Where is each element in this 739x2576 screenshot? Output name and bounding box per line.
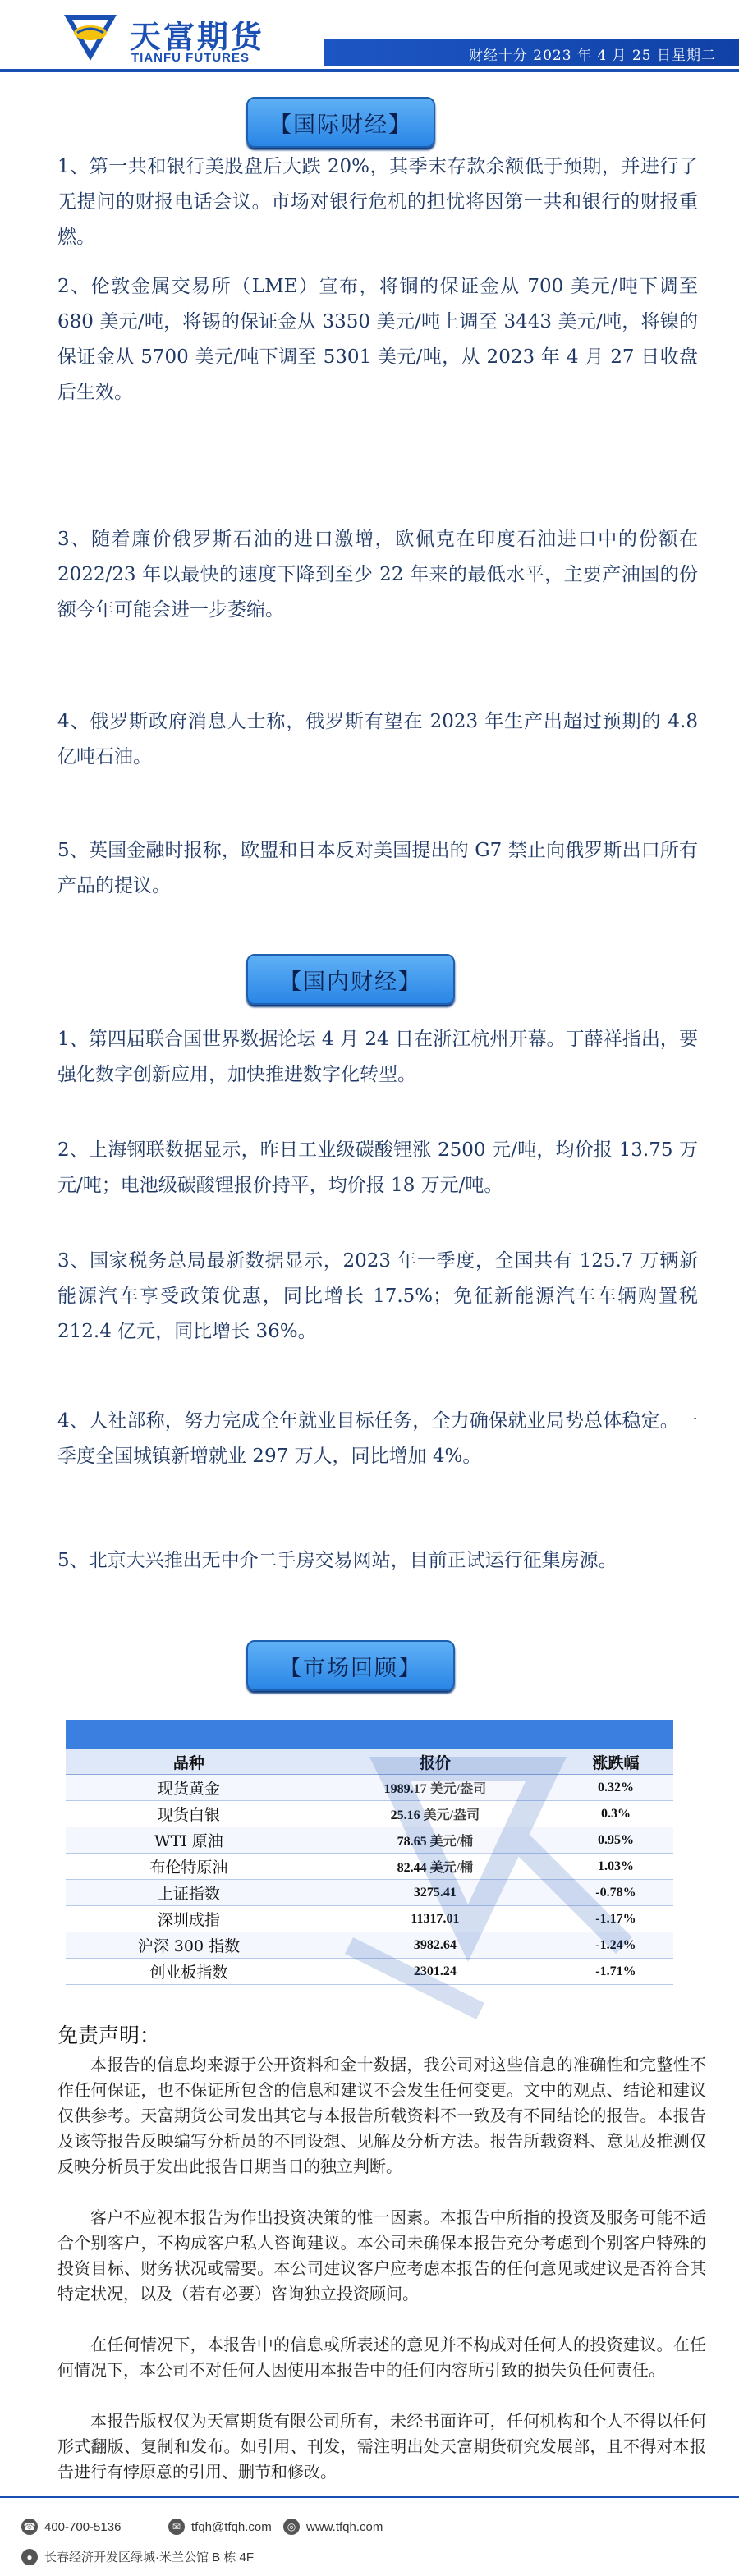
disclaimer-title: 免责声明：: [57, 2024, 161, 2047]
page-footer: [0, 2502, 739, 2576]
header-divider: [0, 69, 739, 72]
cell-instrument: 布伦特原油: [66, 1854, 312, 1880]
cell-price: 3275.41: [312, 1880, 558, 1906]
table-row: [66, 1775, 673, 1801]
market-table-container: [66, 1720, 673, 2007]
cell-price: 82.44 美元/桶: [312, 1854, 558, 1880]
cell-instrument: WTI 原油: [66, 1827, 312, 1854]
address-text: 长春经济开发区绿城·米兰公馆 B 栋 4F: [44, 2551, 255, 2565]
cell-change: -0.78%: [558, 1880, 673, 1906]
footer-website[interactable]: [283, 2519, 383, 2535]
cell-price: 25.16 美元/盎司: [312, 1801, 558, 1827]
col-header-instrument: 品种: [66, 1749, 312, 1775]
disclaimer-paragraph: 本报告版权仅为天富期货有限公司所有，未经书面许可，任何机构和个人不得以任何形式翻版、复制和发布。如引用、刊发，需注明出处天富期货研究发展部，且不得对本报告进行有悖原意的引用、删节和修改。: [57, 2411, 706, 2482]
intl-news-item: 5、英国金融时报称，欧盟和日本反对美国提出的 G7 禁止向俄罗斯出口所有产品的提议。: [57, 840, 698, 896]
phone-icon: ☎: [21, 2519, 38, 2535]
globe-icon: ◎: [283, 2519, 300, 2535]
cell-price: 1989.17 美元/盎司: [312, 1775, 558, 1801]
table-row: [66, 1932, 673, 1959]
footer-divider: [0, 2496, 739, 2498]
domestic-news-item: 4、人社部称，努力完成全年就业目标任务，全力确保就业局势总体稳定。一季度全国城镇新增就业 297 万人，同比增加 4%。: [57, 1410, 698, 1467]
cell-change: -1.71%: [558, 1959, 673, 1985]
table-row: [66, 1801, 673, 1827]
table-row: [66, 1880, 673, 1906]
page-header: [0, 0, 739, 78]
footer-email[interactable]: [168, 2519, 272, 2535]
cell-price: 11317.01: [312, 1906, 558, 1932]
domestic-news-item: 5、北京大兴推出无中介二手房交易网站，目前正试运行征集房源。: [57, 1550, 617, 1571]
cell-price: 2301.24: [312, 1959, 558, 1985]
intl-news-item: 1、第一共和银行美股盘后大跌 20%，其季末存款余额低于预期，并进行了无提问的财报电话会议。市场对银行危机的担忧将因第一共和银行的财报重燃。: [57, 156, 698, 248]
email-address[interactable]: tfqh@tfqh.com: [191, 2519, 272, 2534]
report-date: 财经十分 2023 年 4 月 25 日星期二: [468, 48, 716, 64]
logo-english-name: TIANFU FUTURES: [131, 51, 250, 65]
table-header-row: [66, 1749, 673, 1775]
col-header-price: 报价: [312, 1749, 558, 1775]
cell-instrument: 现货黄金: [66, 1775, 312, 1801]
cell-instrument: 沪深 300 指数: [66, 1932, 312, 1959]
cell-instrument: 创业板指数: [66, 1959, 312, 1985]
intl-news-item: 4、俄罗斯政府消息人士称，俄罗斯有望在 2023 年生产出超过预期的 4.8 亿吨石油。: [57, 711, 698, 768]
cell-change: 1.03%: [558, 1854, 673, 1880]
cell-change: -1.24%: [558, 1932, 673, 1959]
section-title-market: 【市场回顾】: [246, 1640, 455, 1691]
table-row: [66, 1854, 673, 1880]
col-header-change: 涨跌幅: [558, 1749, 673, 1775]
disclaimer-paragraph: 在任何情况下，本报告中的信息或所表述的意见并不构成对任何人的投资建议。在任何情况下，本公司不对任何人因使用本报告中的任何内容所引致的损失负任何责任。: [57, 2335, 706, 2380]
footer-phone: [21, 2519, 121, 2535]
table-row: [66, 1906, 673, 1932]
domestic-news-item: 1、第四届联合国世界数据论坛 4 月 24 日在浙江杭州开幕。丁薛祥指出，要强化数字创新应用，加快推进数字化转型。: [57, 1029, 698, 1085]
table-row: [66, 1827, 673, 1854]
website-link[interactable]: www.tfqh.com: [306, 2519, 383, 2534]
cell-instrument: 深圳成指: [66, 1906, 312, 1932]
table-top-band: [66, 1720, 673, 1749]
cell-instrument: 现货白银: [66, 1801, 312, 1827]
phone-number: 400-700-5136: [44, 2519, 122, 2534]
tianfu-logo-icon: [59, 8, 122, 66]
cell-price: 3982.64: [312, 1932, 558, 1959]
location-pin-icon: ●: [21, 2549, 38, 2565]
cell-change: 0.95%: [558, 1827, 673, 1854]
table-row: [66, 1959, 673, 1985]
domestic-news-item: 3、国家税务总局最新数据显示，2023 年一季度，全国共有 125.7 万辆新能源汽车享受政策优惠，同比增长 17.5%；免征新能源汽车车辆购置税 212.4 亿元，同比增长 36%。: [57, 1250, 698, 1342]
intl-news-item: 2、伦敦金属交易所（LME）宣布，将铜的保证金从 700 美元/吨下调至 680 美元/吨，将锡的保证金从 3350 美元/吨上调至 3443 美元/吨，将镍的保证金从 5700 美元/吨下调至 5301 美元/吨，从 2023 年 4 月 27 日收盘后生效。: [57, 276, 698, 403]
section-title-international: 【国际财经】: [246, 97, 435, 148]
cell-change: -1.17%: [558, 1906, 673, 1932]
mail-icon: ✉: [168, 2519, 185, 2535]
footer-address: [21, 2548, 254, 2565]
cell-change: 0.3%: [558, 1801, 673, 1827]
cell-change: 0.32%: [558, 1775, 673, 1801]
logo-chinese-name: 天富期货: [130, 19, 265, 55]
disclaimer-paragraph: 本报告的信息均来源于公开资料和金十数据，我公司对这些信息的准确性和完整性不作任何保证，也不保证所包含的信息和建议不会发生任何变更。文中的观点、结论和建议仅供参考。天富期货公司发出其它与本报告所载资料不一致及有不同结论的报告。本报告及该等报告反映编写分析员的不同设想、见解及分析方法。报告所载资料、意见及推测仅反映分析员于发出此报告日期当日的独立判断。: [57, 2055, 706, 2176]
cell-price: 78.65 美元/桶: [312, 1827, 558, 1854]
intl-news-item: 3、随着廉价俄罗斯石油的进口激增，欧佩克在印度石油进口中的份额在 2022/23 年以最快的速度下降到至少 22 年来的最低水平，主要产油国的份额今年可能会进一步萎缩。: [57, 529, 698, 621]
domestic-news-item: 2、上海钢联数据显示，昨日工业级碳酸锂涨 2500 元/吨，均价报 13.75 万元/吨；电池级碳酸锂报价持平，均价报 18 万元/吨。: [57, 1139, 698, 1196]
section-title-domestic: 【国内财经】: [246, 954, 455, 1005]
market-table: [66, 1749, 673, 1985]
cell-instrument: 上证指数: [66, 1880, 312, 1906]
disclaimer-paragraph: 客户不应视本报告为作出投资决策的惟一因素。本报告中所指的投资及服务可能不适合个别客户，不构成客户私人咨询建议。本公司未确保本报告充分考虑到个别客户特殊的投资目标、财务状况或需要。本公司建议客户应考虑本报告的任何意见或建议是否符合其特定状况，以及（若有必要）咨询独立投资顾问。: [57, 2207, 706, 2303]
